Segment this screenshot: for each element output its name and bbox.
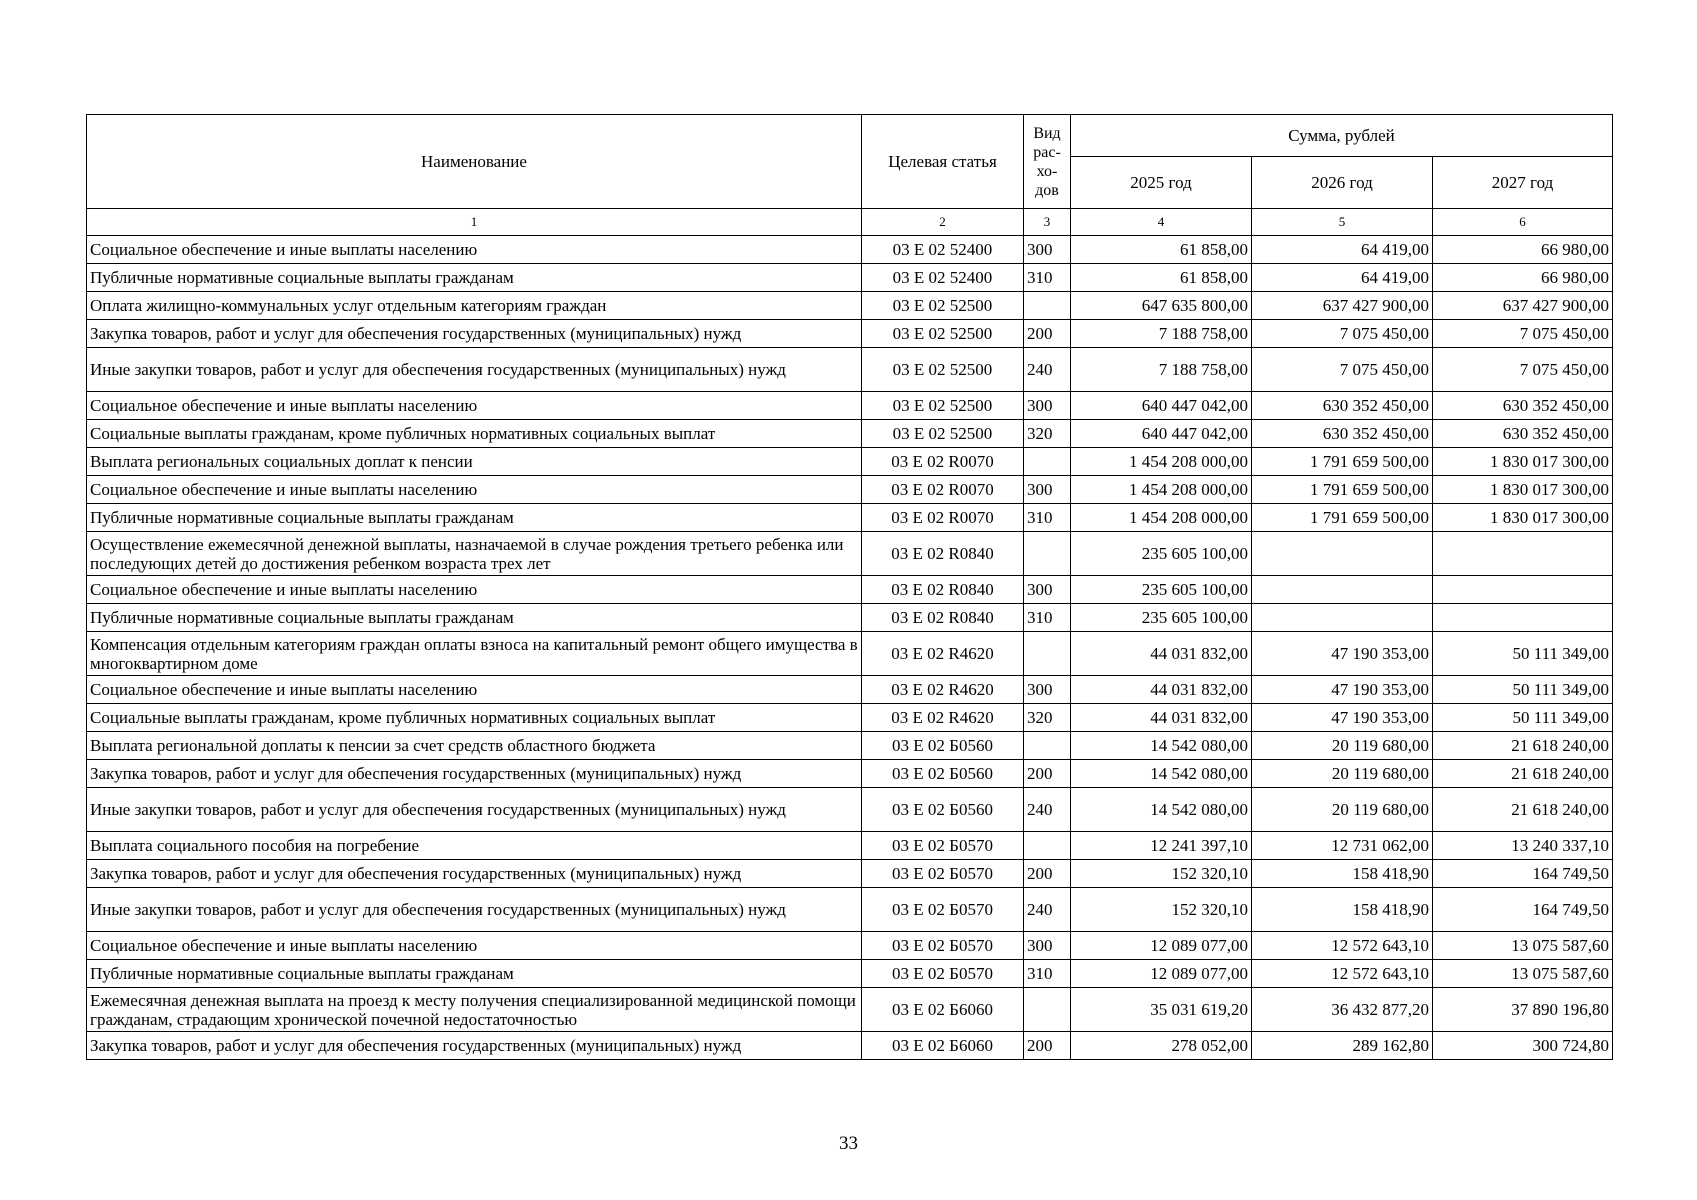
- table-row: [87, 348, 1613, 392]
- row-amount-2026: 1 791 659 500,00: [1252, 448, 1433, 476]
- row-target-article: 03 Е 02 52500: [862, 420, 1024, 448]
- row-expense-type: 310: [1024, 604, 1071, 632]
- table-row: [87, 832, 1613, 860]
- row-amount-2026: 64 419,00: [1252, 264, 1433, 292]
- row-name: Оплата жилищно-коммунальных услуг отдельным категориям граждан: [87, 292, 862, 320]
- row-amount-2027: 66 980,00: [1433, 264, 1613, 292]
- row-expense-type: [1024, 292, 1071, 320]
- row-amount-2026: 630 352 450,00: [1252, 420, 1433, 448]
- table-row: [87, 264, 1613, 292]
- row-expense-type: 300: [1024, 676, 1071, 704]
- row-amount-2027: 630 352 450,00: [1433, 420, 1613, 448]
- row-amount-2025: 14 542 080,00: [1071, 788, 1252, 832]
- table-row: [87, 676, 1613, 704]
- header-sum: Сумма, рублей: [1071, 115, 1613, 157]
- row-amount-2027: [1433, 532, 1613, 576]
- row-name: Иные закупки товаров, работ и услуг для обеспечения государственных (муниципальных) нужд: [87, 788, 862, 832]
- row-amount-2027: 7 075 450,00: [1433, 320, 1613, 348]
- row-amount-2025: 640 447 042,00: [1071, 420, 1252, 448]
- row-name: Публичные нормативные социальные выплаты гражданам: [87, 504, 862, 532]
- table-row: [87, 532, 1613, 576]
- row-amount-2025: 235 605 100,00: [1071, 576, 1252, 604]
- table-row: [87, 448, 1613, 476]
- row-amount-2026: 20 119 680,00: [1252, 760, 1433, 788]
- row-expense-type: 200: [1024, 860, 1071, 888]
- row-target-article: 03 Е 02 52400: [862, 236, 1024, 264]
- row-name: Выплата региональных социальных доплат к пенсии: [87, 448, 862, 476]
- row-name: Закупка товаров, работ и услуг для обеспечения государственных (муниципальных) нужд: [87, 320, 862, 348]
- row-name: Социальное обеспечение и иные выплаты населению: [87, 676, 862, 704]
- header-name: Наименование: [87, 115, 862, 209]
- row-target-article: 03 Е 02 Б0570: [862, 888, 1024, 932]
- table-row: [87, 504, 1613, 532]
- row-amount-2026: 7 075 450,00: [1252, 320, 1433, 348]
- table-row: [87, 860, 1613, 888]
- row-expense-type: 310: [1024, 960, 1071, 988]
- row-expense-type: [1024, 448, 1071, 476]
- row-target-article: 03 Е 02 52500: [862, 320, 1024, 348]
- row-name: Закупка товаров, работ и услуг для обеспечения государственных (муниципальных) нужд: [87, 860, 862, 888]
- row-amount-2025: 7 188 758,00: [1071, 348, 1252, 392]
- column-number: 3: [1024, 209, 1071, 236]
- table-row: [87, 576, 1613, 604]
- row-amount-2025: 14 542 080,00: [1071, 732, 1252, 760]
- row-amount-2025: 61 858,00: [1071, 264, 1252, 292]
- row-amount-2025: 235 605 100,00: [1071, 532, 1252, 576]
- table-row: [87, 704, 1613, 732]
- row-amount-2027: 21 618 240,00: [1433, 732, 1613, 760]
- row-amount-2027: 21 618 240,00: [1433, 760, 1613, 788]
- row-amount-2026: 36 432 877,20: [1252, 988, 1433, 1032]
- row-amount-2025: 12 089 077,00: [1071, 960, 1252, 988]
- row-amount-2026: 47 190 353,00: [1252, 676, 1433, 704]
- row-amount-2027: 13 240 337,10: [1433, 832, 1613, 860]
- row-name: Социальное обеспечение и иные выплаты населению: [87, 576, 862, 604]
- row-expense-type: 240: [1024, 788, 1071, 832]
- header-year-2025: 2025 год: [1071, 157, 1252, 209]
- column-number: 2: [862, 209, 1024, 236]
- row-amount-2027: 13 075 587,60: [1433, 960, 1613, 988]
- row-name: Выплата социального пособия на погребение: [87, 832, 862, 860]
- row-amount-2026: 1 791 659 500,00: [1252, 504, 1433, 532]
- row-amount-2027: 37 890 196,80: [1433, 988, 1613, 1032]
- table-row: [87, 632, 1613, 676]
- row-amount-2027: 1 830 017 300,00: [1433, 448, 1613, 476]
- row-target-article: 03 Е 02 52400: [862, 264, 1024, 292]
- row-amount-2026: [1252, 604, 1433, 632]
- table-row: [87, 760, 1613, 788]
- table-row: [87, 392, 1613, 420]
- row-amount-2025: 35 031 619,20: [1071, 988, 1252, 1032]
- row-target-article: 03 Е 02 Б6060: [862, 988, 1024, 1032]
- table-row: [87, 292, 1613, 320]
- row-target-article: 03 Е 02 Б0560: [862, 732, 1024, 760]
- row-name: Закупка товаров, работ и услуг для обеспечения государственных (муниципальных) нужд: [87, 1032, 862, 1060]
- row-expense-type: 240: [1024, 888, 1071, 932]
- row-amount-2025: 647 635 800,00: [1071, 292, 1252, 320]
- table-row: [87, 1032, 1613, 1060]
- row-target-article: 03 Е 02 Б0570: [862, 832, 1024, 860]
- row-amount-2025: 152 320,10: [1071, 860, 1252, 888]
- row-expense-type: [1024, 532, 1071, 576]
- header-expense-type: Вид рас-хо-дов: [1024, 115, 1071, 209]
- row-amount-2027: 1 830 017 300,00: [1433, 504, 1613, 532]
- row-amount-2026: 20 119 680,00: [1252, 732, 1433, 760]
- row-amount-2027: 50 111 349,00: [1433, 676, 1613, 704]
- row-amount-2025: 640 447 042,00: [1071, 392, 1252, 420]
- column-number: 6: [1433, 209, 1613, 236]
- row-amount-2025: 152 320,10: [1071, 888, 1252, 932]
- row-name: Ежемесячная денежная выплата на проезд к месту получения специализированной медицинской помощи гражданам, страдающим хронической почечной недостаточностью: [87, 988, 862, 1032]
- row-amount-2026: 20 119 680,00: [1252, 788, 1433, 832]
- row-target-article: 03 Е 02 R0840: [862, 604, 1024, 632]
- row-target-article: 03 Е 02 Б0560: [862, 788, 1024, 832]
- row-name: Публичные нормативные социальные выплаты гражданам: [87, 960, 862, 988]
- row-amount-2026: 12 731 062,00: [1252, 832, 1433, 860]
- row-expense-type: 320: [1024, 704, 1071, 732]
- row-amount-2025: 235 605 100,00: [1071, 604, 1252, 632]
- row-target-article: 03 Е 02 52500: [862, 348, 1024, 392]
- row-amount-2025: 61 858,00: [1071, 236, 1252, 264]
- table-row: [87, 932, 1613, 960]
- table-row: [87, 732, 1613, 760]
- row-expense-type: 300: [1024, 576, 1071, 604]
- row-amount-2025: 12 241 397,10: [1071, 832, 1252, 860]
- row-target-article: 03 Е 02 Б6060: [862, 1032, 1024, 1060]
- row-expense-type: 300: [1024, 932, 1071, 960]
- row-expense-type: 310: [1024, 504, 1071, 532]
- row-amount-2027: 300 724,80: [1433, 1032, 1613, 1060]
- row-name: Социальное обеспечение и иные выплаты населению: [87, 236, 862, 264]
- row-amount-2026: 12 572 643,10: [1252, 960, 1433, 988]
- table-row: [87, 888, 1613, 932]
- row-target-article: 03 Е 02 R0070: [862, 476, 1024, 504]
- row-amount-2025: 1 454 208 000,00: [1071, 476, 1252, 504]
- row-name: Закупка товаров, работ и услуг для обеспечения государственных (муниципальных) нужд: [87, 760, 862, 788]
- row-amount-2027: 630 352 450,00: [1433, 392, 1613, 420]
- row-amount-2027: 1 830 017 300,00: [1433, 476, 1613, 504]
- table-row: [87, 604, 1613, 632]
- row-amount-2027: 637 427 900,00: [1433, 292, 1613, 320]
- row-amount-2026: [1252, 532, 1433, 576]
- row-expense-type: 200: [1024, 1032, 1071, 1060]
- row-expense-type: 200: [1024, 320, 1071, 348]
- row-amount-2026: 47 190 353,00: [1252, 632, 1433, 676]
- row-amount-2027: 50 111 349,00: [1433, 632, 1613, 676]
- row-name: Иные закупки товаров, работ и услуг для обеспечения государственных (муниципальных) нужд: [87, 888, 862, 932]
- table-row: [87, 988, 1613, 1032]
- row-expense-type: 320: [1024, 420, 1071, 448]
- row-amount-2027: 13 075 587,60: [1433, 932, 1613, 960]
- row-amount-2027: 50 111 349,00: [1433, 704, 1613, 732]
- row-expense-type: 200: [1024, 760, 1071, 788]
- row-amount-2026: 64 419,00: [1252, 236, 1433, 264]
- row-expense-type: [1024, 988, 1071, 1032]
- column-number: 4: [1071, 209, 1252, 236]
- table-row: [87, 960, 1613, 988]
- table-row: [87, 236, 1613, 264]
- row-amount-2025: 44 031 832,00: [1071, 704, 1252, 732]
- row-expense-type: 300: [1024, 476, 1071, 504]
- row-amount-2027: 164 749,50: [1433, 888, 1613, 932]
- row-target-article: 03 Е 02 R0070: [862, 448, 1024, 476]
- table-row: [87, 320, 1613, 348]
- row-amount-2027: 21 618 240,00: [1433, 788, 1613, 832]
- row-name: Публичные нормативные социальные выплаты гражданам: [87, 604, 862, 632]
- row-amount-2025: 278 052,00: [1071, 1032, 1252, 1060]
- row-amount-2026: 7 075 450,00: [1252, 348, 1433, 392]
- row-target-article: 03 Е 02 R4620: [862, 676, 1024, 704]
- header-year-2027: 2027 год: [1433, 157, 1613, 209]
- row-expense-type: 300: [1024, 392, 1071, 420]
- row-name: Социальное обеспечение и иные выплаты населению: [87, 476, 862, 504]
- row-target-article: 03 Е 02 R0840: [862, 532, 1024, 576]
- row-amount-2026: 630 352 450,00: [1252, 392, 1433, 420]
- row-amount-2027: 7 075 450,00: [1433, 348, 1613, 392]
- row-amount-2026: 47 190 353,00: [1252, 704, 1433, 732]
- row-name: Компенсация отдельным категориям граждан оплаты взноса на капитальный ремонт общего имущества в многоквартирном доме: [87, 632, 862, 676]
- row-name: Социальное обеспечение и иные выплаты населению: [87, 392, 862, 420]
- row-name: Осуществление ежемесячной денежной выплаты, назначаемой в случае рождения третьего ребенка или последующих детей до достижения ребенком возраста трех лет: [87, 532, 862, 576]
- row-amount-2026: 637 427 900,00: [1252, 292, 1433, 320]
- row-amount-2025: 44 031 832,00: [1071, 676, 1252, 704]
- row-amount-2026: 158 418,90: [1252, 860, 1433, 888]
- row-target-article: 03 Е 02 R0070: [862, 504, 1024, 532]
- row-expense-type: 300: [1024, 236, 1071, 264]
- row-target-article: 03 Е 02 Б0570: [862, 932, 1024, 960]
- row-name: Социальные выплаты гражданам, кроме публичных нормативных социальных выплат: [87, 420, 862, 448]
- row-target-article: 03 Е 02 Б0560: [862, 760, 1024, 788]
- row-name: Иные закупки товаров, работ и услуг для обеспечения государственных (муниципальных) нужд: [87, 348, 862, 392]
- row-amount-2025: 1 454 208 000,00: [1071, 504, 1252, 532]
- row-expense-type: [1024, 732, 1071, 760]
- row-amount-2025: 14 542 080,00: [1071, 760, 1252, 788]
- row-expense-type: [1024, 632, 1071, 676]
- row-amount-2027: [1433, 576, 1613, 604]
- row-target-article: 03 Е 02 52500: [862, 392, 1024, 420]
- row-name: Социальные выплаты гражданам, кроме публичных нормативных социальных выплат: [87, 704, 862, 732]
- row-target-article: 03 Е 02 R4620: [862, 704, 1024, 732]
- row-amount-2026: 289 162,80: [1252, 1032, 1433, 1060]
- row-amount-2026: 158 418,90: [1252, 888, 1433, 932]
- row-amount-2026: 1 791 659 500,00: [1252, 476, 1433, 504]
- row-amount-2025: 12 089 077,00: [1071, 932, 1252, 960]
- row-name: Публичные нормативные социальные выплаты гражданам: [87, 264, 862, 292]
- table-row: [87, 420, 1613, 448]
- row-expense-type: [1024, 832, 1071, 860]
- table-row: [87, 788, 1613, 832]
- row-target-article: 03 Е 02 R4620: [862, 632, 1024, 676]
- page-number: 33: [839, 1133, 858, 1154]
- row-amount-2027: 164 749,50: [1433, 860, 1613, 888]
- row-amount-2026: 12 572 643,10: [1252, 932, 1433, 960]
- row-amount-2025: 7 188 758,00: [1071, 320, 1252, 348]
- row-target-article: 03 Е 02 Б0570: [862, 860, 1024, 888]
- row-expense-type: 240: [1024, 348, 1071, 392]
- budget-table: [86, 114, 1613, 1060]
- row-name: Выплата региональной доплаты к пенсии за счет средств областного бюджета: [87, 732, 862, 760]
- row-amount-2027: 66 980,00: [1433, 236, 1613, 264]
- row-amount-2025: 44 031 832,00: [1071, 632, 1252, 676]
- header-target-article: Целевая статья: [862, 115, 1024, 209]
- column-number: 1: [87, 209, 862, 236]
- row-target-article: 03 Е 02 52500: [862, 292, 1024, 320]
- row-amount-2027: [1433, 604, 1613, 632]
- row-expense-type: 310: [1024, 264, 1071, 292]
- header-year-2026: 2026 год: [1252, 157, 1433, 209]
- row-target-article: 03 Е 02 R0840: [862, 576, 1024, 604]
- column-number: 5: [1252, 209, 1433, 236]
- row-amount-2026: [1252, 576, 1433, 604]
- row-amount-2025: 1 454 208 000,00: [1071, 448, 1252, 476]
- row-target-article: 03 Е 02 Б0570: [862, 960, 1024, 988]
- table-row: [87, 476, 1613, 504]
- row-name: Социальное обеспечение и иные выплаты населению: [87, 932, 862, 960]
